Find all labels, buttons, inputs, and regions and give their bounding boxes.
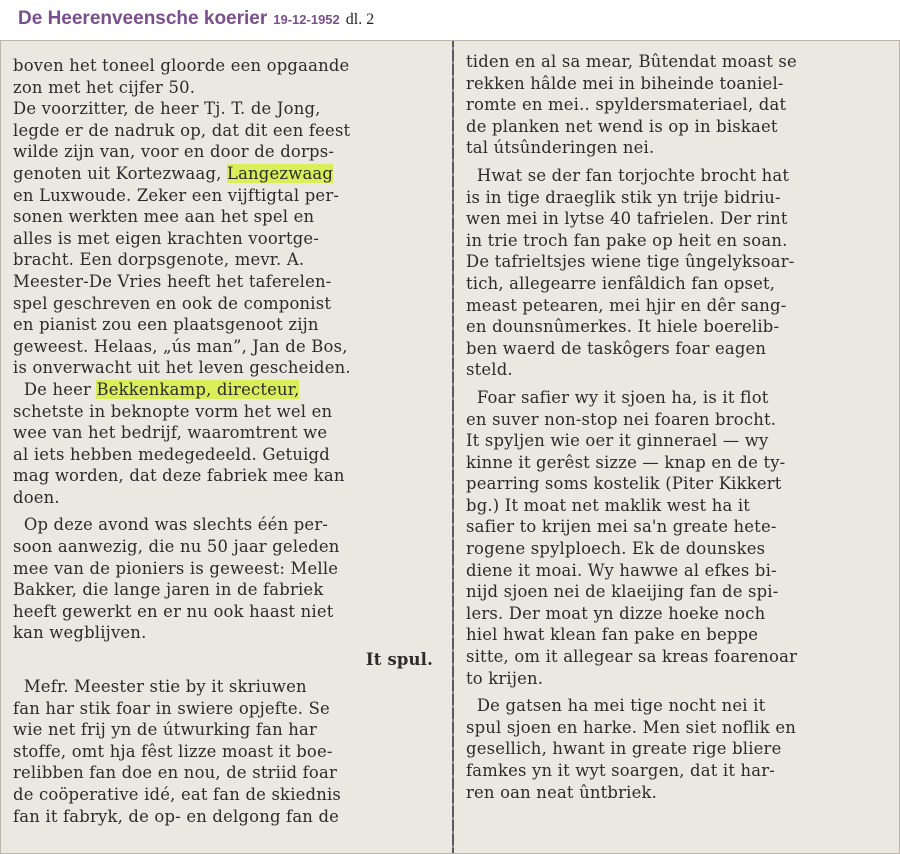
text-line: to krijen. (466, 668, 544, 688)
text-line: heeft gewerkt en er nu ook haast niet (13, 601, 334, 621)
paragraph (13, 55, 441, 98)
text-line: relibben fan doe en nou, de striid foar (13, 763, 337, 783)
text-line: bg.) It moat net maklik west ha it (466, 495, 751, 515)
text-line: tich, allegearre ienfâldich fan opset, (466, 273, 776, 293)
left-column (13, 55, 441, 827)
text-line: is onverwacht uit het leven gescheiden. (13, 358, 351, 378)
text-line: rekken hâlde mei in biheinde toaniel- (466, 73, 784, 93)
text-line: Mefr. Meester stie by it skriuwen (13, 677, 307, 697)
publication-date: 19-12-1952 (273, 12, 340, 27)
text-line: safier to krijen mei sa'n greate hete- (466, 517, 777, 537)
text-line: mee van de pioniers is geweest: Melle (13, 558, 339, 578)
text-line: diene it moai. Wy hawwe al efkes bi- (466, 560, 777, 580)
text-line: doen. (13, 487, 60, 507)
text-line: fan har stik foar in swiere opjefte. Se (13, 698, 330, 718)
text-line: hiel hwat klean fan pake en beppe (466, 625, 759, 645)
text-line: schetste in beknopte vorm het wel en (13, 401, 333, 421)
text-line: spul sjoen en harke. Men siet noflik en (466, 717, 796, 737)
text-line: kan wegblijven. (13, 623, 147, 643)
text-line: de planken net wend is op in biskaet (466, 116, 778, 136)
paragraph (466, 387, 892, 689)
paragraph (466, 51, 892, 159)
text-line: genoten uit Kortezwaag, Langezwaag (13, 163, 334, 183)
text-line: en suver non-stop nei foaren brocht. (466, 409, 777, 429)
text-line: is in tige draeglik stik yn trije bidriu- (466, 187, 781, 207)
text-line: mag worden, dat deze fabriek mee kan (13, 466, 345, 486)
newspaper-name: De Heerenveensche koerier (18, 8, 268, 29)
text-line: De tafrieltsjes wiene tige ûngelyksoar- (466, 252, 795, 272)
paragraph (466, 165, 892, 381)
text-line: Meester-De Vries heeft het taferelen- (13, 271, 332, 291)
text-line: lers. Der moat yn dizze hoeke noch (466, 603, 766, 623)
text-line: wie net frij yn de útwurking fan har (13, 720, 318, 740)
text-line: De voorzitter, de heer Tj. T. de Jong, (13, 99, 321, 119)
text-line: fan it fabryk, de op- en delgong fan de (13, 806, 340, 826)
text-line: It spyljen wie oer it ginnerael — wy (466, 431, 769, 451)
text-line: Bakker, die lange jaren in de fabriek (13, 580, 324, 600)
subheading: It spul. (365, 650, 433, 670)
text-line: romte en mei.. spyldersmateriael, dat (466, 95, 787, 115)
text-line: wilde zijn van, voor en door de dorps- (13, 142, 335, 162)
text-line: wee van het bedrijf, waaromtrent we (13, 423, 328, 443)
text-line: soon aanwezig, die nu 50 jaar geleden (13, 537, 340, 557)
highlighted-text: Langezwaag (226, 163, 334, 183)
text-line: sonen werkten mee aan het spel en (13, 207, 315, 227)
text-line: pearring soms kostelik (Piter Kikkert (466, 474, 782, 494)
paragraph (466, 695, 892, 803)
text-line: De gatsen ha mei tige nocht nei it (466, 696, 766, 716)
text-line: De heer Bekkenkamp, directeur, (23, 379, 300, 399)
paragraph (13, 676, 441, 827)
newspaper-clipping (0, 40, 900, 854)
text-line: tiden en al sa mear, Bûtendat moast se (466, 52, 797, 71)
text-line: steld. (466, 360, 513, 380)
text-line: nijd sjoen nei de klaeijing fan de spi- (466, 582, 779, 602)
paragraph (13, 98, 441, 379)
paragraph (13, 514, 441, 644)
text-line: geweest. Helaas, „ús man”, Jan de Bos, (13, 336, 348, 356)
paragraph (13, 379, 441, 509)
text-line: stoffe, omt hja fêst lizze moast it boe- (13, 741, 333, 761)
text-line: spel geschreven en ook de componist (13, 293, 332, 313)
text-line: de coöperative idé, eat fan de skiednis (13, 785, 342, 804)
text-line: alles is met eigen krachten voortge- (13, 228, 320, 248)
text-line: rogene spylploech. Ek de dounskes (466, 539, 766, 559)
text-line: ren oan neat ûntbriek. (466, 782, 658, 802)
text-line: meast petearen, mei hjir en dêr sang- (466, 295, 787, 315)
right-column (466, 51, 892, 803)
text-line: sitte, om it allegear sa kreas foarenoar (466, 647, 798, 667)
text-line: boven het toneel gloorde een opgaande (13, 56, 350, 75)
text-line: bracht. Een dorpsgenote, mevr. A. (13, 250, 305, 270)
page-header (18, 8, 374, 34)
text-line: tal útsûnderingen nei. (466, 138, 655, 158)
text-line: en pianist zou een plaatsgenoot zijn (13, 315, 319, 335)
text-line: en Luxwoude. Zeker een vijftigtal per- (13, 185, 340, 205)
column-divider (452, 41, 454, 854)
highlighted-text: Bekkenkamp, directeur, (96, 379, 300, 399)
text-line: en dounsnûmerkes. It hiele boerelib- (466, 317, 780, 337)
text-line: gesellich, hwant in greate rige bliere (466, 739, 782, 759)
text-line: Hwat se der fan torjochte brocht hat (466, 165, 790, 185)
text-line: kinne it gerêst sizze — knap en de ty- (466, 452, 786, 472)
text-line: legde er de nadruk op, dat dit een feest (13, 120, 351, 140)
text-line: Foar safier wy it sjoen ha, is it flot (466, 387, 769, 407)
text-line: Op deze avond was slechts één per- (13, 515, 329, 535)
text-line: zon met het cijfer 50. (13, 77, 196, 97)
text-line: famkes yn it wyt soargen, dat it har- (466, 761, 776, 780)
text-line: wen mei in lytse 40 tafrielen. Der rint (466, 209, 788, 229)
text-line: ben waerd de taskôgers foar eagen (466, 338, 767, 358)
part-number: dl. 2 (345, 11, 375, 28)
text-line: al iets hebben medegedeeld. Getuigd (13, 444, 330, 464)
text-line: in trie troch fan pake op heit en soan. (466, 230, 788, 250)
